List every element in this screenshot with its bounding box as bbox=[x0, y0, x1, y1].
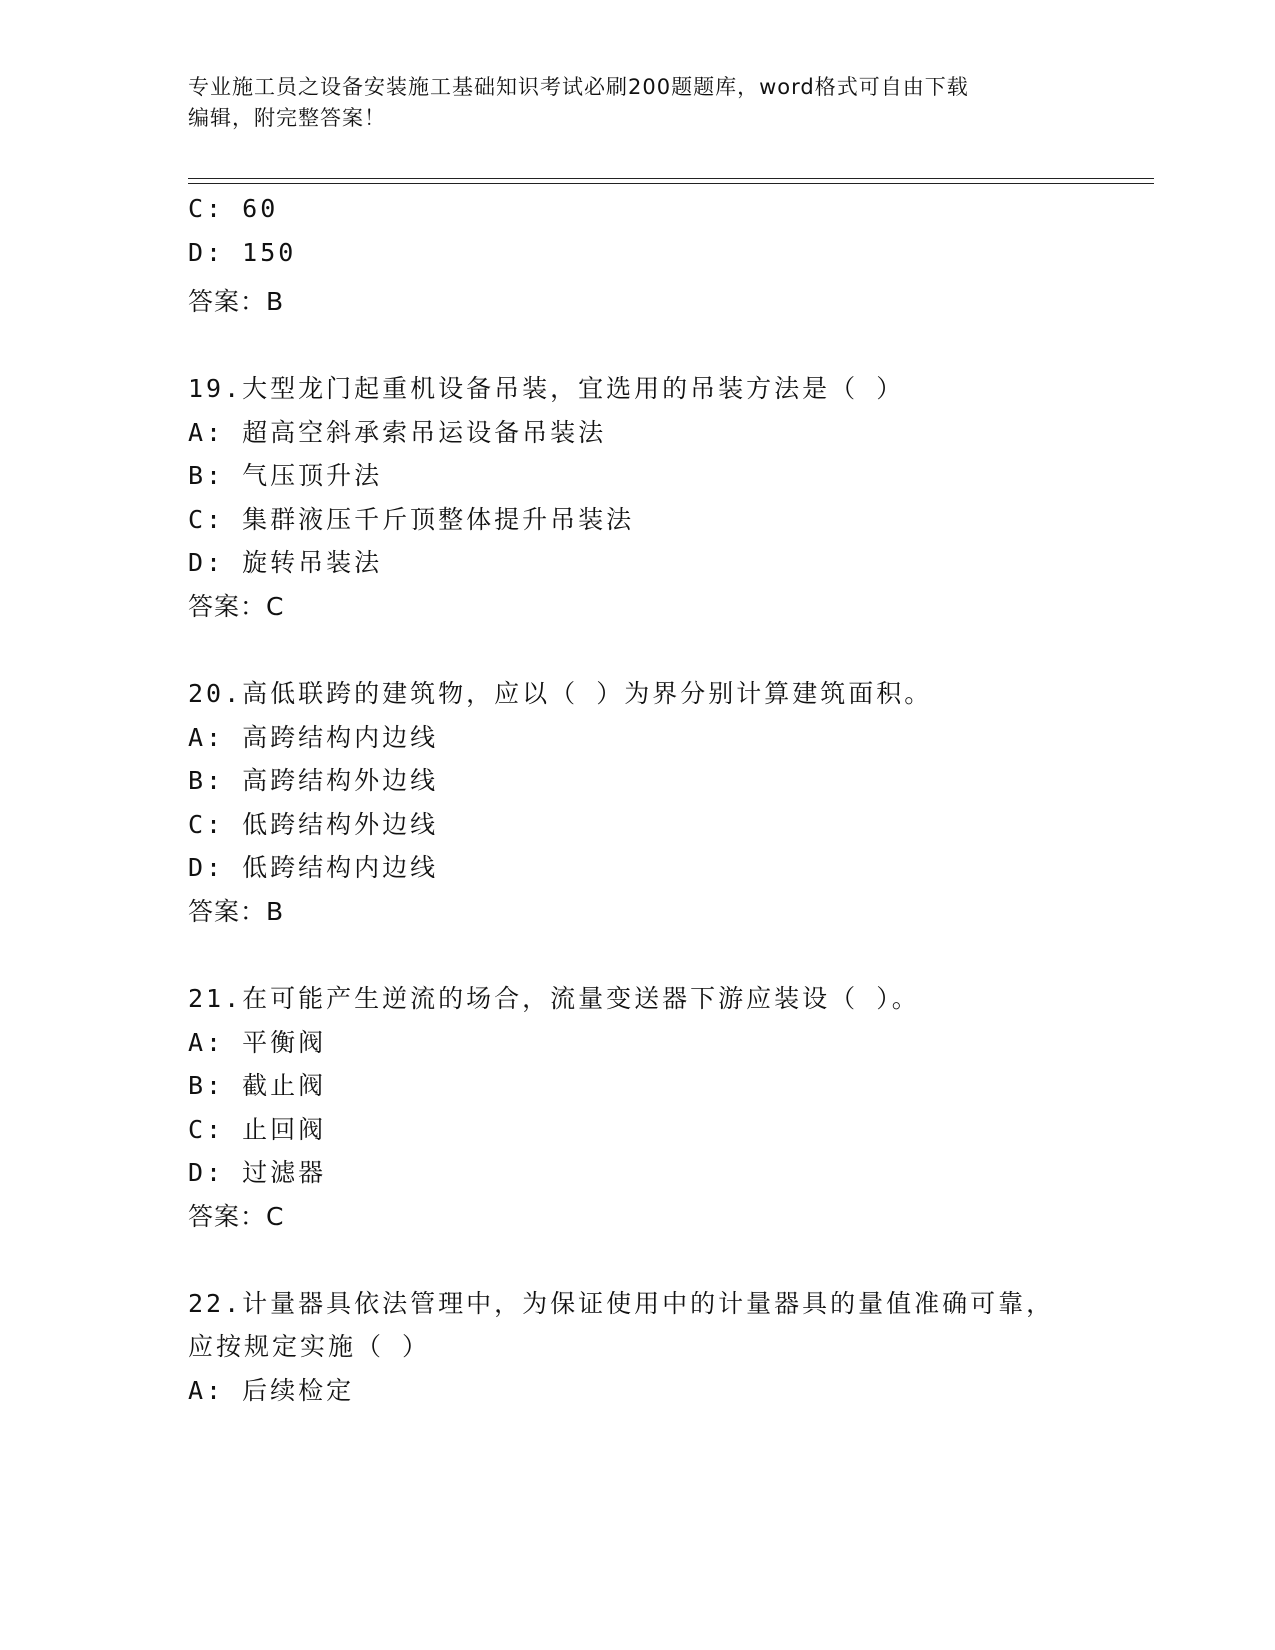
q18-option-c: C: 60 bbox=[188, 194, 279, 223]
q20-option-b: B: 高跨结构外边线 bbox=[188, 766, 439, 795]
header-divider-bottom bbox=[188, 183, 1154, 184]
q21-option-b: B: 截止阀 bbox=[188, 1071, 327, 1100]
q19-option-b: B: 气压顶升法 bbox=[188, 461, 383, 490]
q20-option-a: A: 高跨结构内边线 bbox=[188, 723, 439, 752]
header-line-2: 编辑，附完整答案！ bbox=[188, 106, 386, 130]
q20-option-c: C: 低跨结构外边线 bbox=[188, 810, 439, 839]
q18-option-d: D: 150 bbox=[188, 238, 297, 267]
q19-stem: 19.大型龙门起重机设备吊装，宜选用的吊装方法是（ ） bbox=[188, 374, 905, 403]
q21-option-d: D: 过滤器 bbox=[188, 1158, 327, 1187]
q19-answer: 答案：C bbox=[188, 592, 285, 621]
q20-option-d: D: 低跨结构内边线 bbox=[188, 853, 439, 882]
q20-stem: 20.高低联跨的建筑物，应以（ ）为界分别计算建筑面积。 bbox=[188, 679, 933, 708]
q22-stem-line-2: 应按规定实施（ ） bbox=[188, 1332, 431, 1361]
q21-stem: 21.在可能产生逆流的场合，流量变送器下游应装设（ ）。 bbox=[188, 984, 920, 1013]
q22-option-a: A: 后续检定 bbox=[188, 1376, 355, 1405]
q21-option-a: A: 平衡阀 bbox=[188, 1028, 327, 1057]
q19-option-c: C: 集群液压千斤顶整体提升吊装法 bbox=[188, 505, 635, 534]
q21-option-c: C: 止回阀 bbox=[188, 1115, 327, 1144]
q20-answer: 答案：B bbox=[188, 897, 285, 926]
q19-option-d: D: 旋转吊装法 bbox=[188, 548, 383, 577]
q18-answer: 答案：B bbox=[188, 287, 285, 316]
header-line-1: 专业施工员之设备安装施工基础知识考试必刷200题题库，word格式可自由下载 bbox=[188, 75, 969, 99]
q19-option-a: A: 超高空斜承索吊运设备吊装法 bbox=[188, 418, 607, 447]
q21-answer: 答案：C bbox=[188, 1202, 285, 1231]
document-header bbox=[188, 72, 1068, 134]
q22-stem-line-1: 22.计量器具依法管理中，为保证使用中的计量器具的量值准确可靠， bbox=[188, 1289, 1055, 1318]
header-divider-top bbox=[188, 178, 1154, 179]
